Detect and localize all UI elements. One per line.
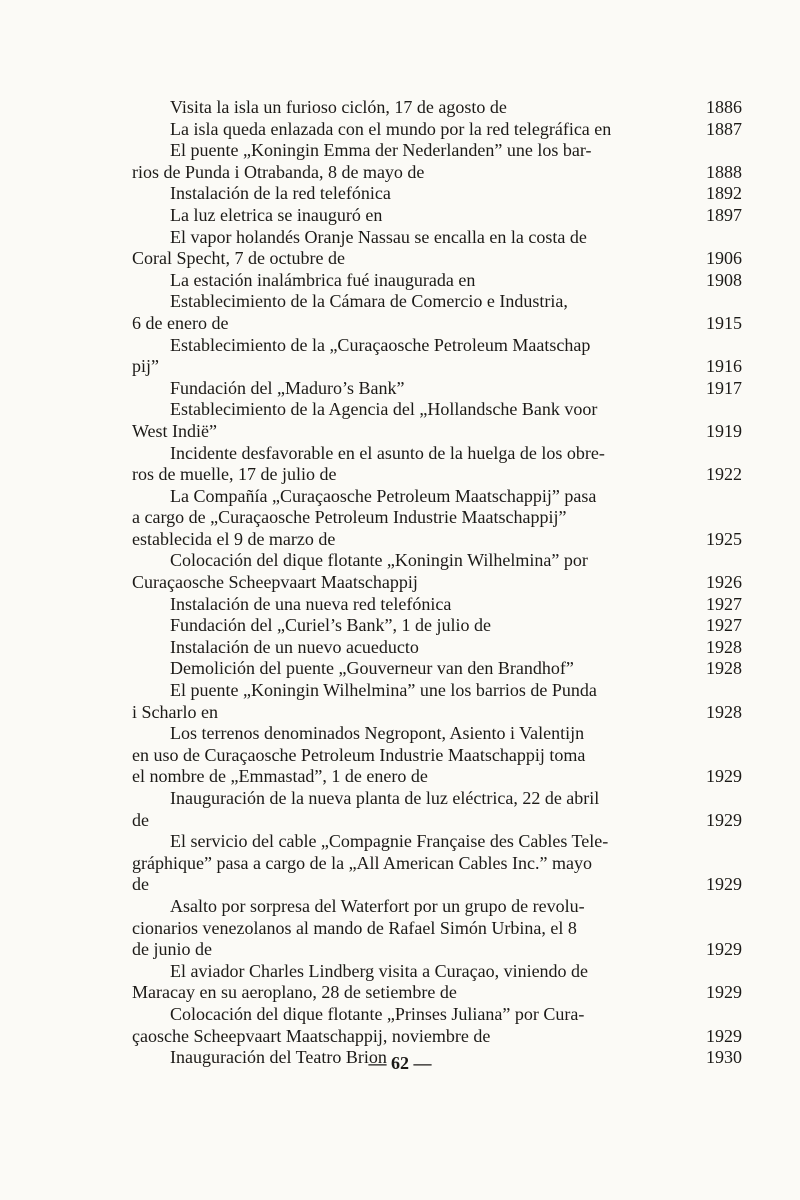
entry-line: [132, 766, 742, 788]
entry-line: [132, 183, 742, 205]
entry-text: Fundación del „Maduro’s Bank”: [170, 377, 405, 398]
entry-text: Coral Specht, 7 de octubre de: [132, 248, 345, 269]
entry-year: 1928: [706, 701, 742, 722]
entry-line: [132, 982, 742, 1004]
entry-text: de: [132, 809, 149, 830]
entry-line: [132, 918, 742, 940]
entry-year: 1929: [706, 766, 742, 787]
entry-line: [132, 399, 742, 421]
entry-text: El puente „Koningin Wilhelmina” une los barrios de Punda: [170, 680, 597, 701]
entry-text: a cargo de „Curaçaosche Petroleum Industrie Maatschappij”: [132, 507, 567, 528]
entry-year: 1892: [706, 183, 742, 204]
entry-text: La Compañía „Curaçaosche Petroleum Maatschappij” pasa: [170, 485, 597, 506]
entry-line: [132, 637, 742, 659]
entry-text: de: [132, 874, 149, 895]
entry-year: 1930: [706, 1047, 742, 1068]
entry-text: Demolición del puente „Gouverneur van den Brandhof”: [170, 658, 574, 679]
entry-line: [132, 874, 742, 896]
entry-text: en uso de Curaçaosche Petroleum Industrie Maatschappij toma: [132, 744, 586, 765]
entry-year: 1925: [706, 528, 742, 549]
entry-text: cionarios venezolanos al mando de Rafael Simón Urbina, el 8: [132, 917, 577, 938]
entry-text: Instalación de la red telefónica: [170, 183, 391, 204]
entry-line: [132, 443, 742, 465]
entry-text: Colocación del dique flotante „Koningin Wilhelmina” por: [170, 550, 588, 571]
chronology-entry: [132, 399, 742, 442]
entry-text: El puente „Koningin Emma der Nederlanden” une los bar-: [170, 140, 592, 161]
entry-text: Maracay en su aeroplano, 28 de setiembre de: [132, 982, 457, 1003]
entry-line: [132, 270, 742, 292]
entry-text: El servicio del cable „Compagnie Française des Cables Tele-: [170, 831, 609, 852]
entry-line: [132, 335, 742, 357]
entry-text: Inauguración del Teatro Brion: [170, 1047, 387, 1068]
entry-text: Curaçaosche Scheepvaart Maatschappij: [132, 572, 418, 593]
chronology-entry: [132, 205, 742, 227]
entry-year: 1908: [706, 269, 742, 290]
chronology-entry: [132, 443, 742, 486]
entry-text: establecida el 9 de marzo de: [132, 528, 336, 549]
entry-text: ros de muelle, 17 de julio de: [132, 464, 337, 485]
entry-line: [132, 486, 742, 508]
entry-line: [132, 356, 742, 378]
entry-year: 1888: [706, 161, 742, 182]
entry-line: [132, 810, 742, 832]
entry-line: [132, 723, 742, 745]
entry-line: [132, 464, 742, 486]
chronology-entry: [132, 486, 742, 551]
entry-text: çaosche Scheepvaart Maatschappij, noviembre de: [132, 1025, 491, 1046]
entry-line: [132, 550, 742, 572]
chronology-entry: [132, 788, 742, 831]
entry-line: [132, 896, 742, 918]
entry-year: 1927: [706, 615, 742, 636]
entry-year: 1906: [706, 248, 742, 269]
chronology-entry: [132, 615, 742, 637]
entry-text: pij”: [132, 356, 159, 377]
entry-text: 6 de enero de: [132, 312, 229, 333]
entry-year: 1916: [706, 356, 742, 377]
entry-line: [132, 97, 742, 119]
entry-year: 1915: [706, 312, 742, 333]
entry-year: 1887: [706, 118, 742, 139]
chronology-entry: [132, 831, 742, 896]
entry-text: El vapor holandés Oranje Nassau se encalla en la costa de: [170, 226, 587, 247]
chronology-entry: [132, 896, 742, 961]
chronology-entry: [132, 594, 742, 616]
chronology-entry: [132, 291, 742, 334]
chronology-entry: [132, 270, 742, 292]
entry-line: [132, 119, 742, 141]
entry-year: 1919: [706, 420, 742, 441]
entry-line: [132, 205, 742, 227]
chronology-entry: [132, 550, 742, 593]
entry-year: 1927: [706, 593, 742, 614]
entry-text: La luz eletrica se inauguró en: [170, 204, 383, 225]
entry-text: Asalto por sorpresa del Waterfort por un grupo de revolu-: [170, 895, 585, 916]
page-number: — 62 —: [368, 1053, 432, 1073]
entry-text: El aviador Charles Lindberg visita a Curaçao, viniendo de: [170, 960, 589, 981]
entry-line: [132, 831, 742, 853]
entry-line: [132, 529, 742, 551]
chronology-entry: [132, 723, 742, 788]
chronology-entry: [132, 1004, 742, 1047]
chronology-entry: [132, 961, 742, 1004]
entry-line: [132, 140, 742, 162]
chronology-entry: [132, 680, 742, 723]
entry-text: La estación inalámbrica fué inaugurada en: [170, 269, 476, 290]
entry-year: 1929: [706, 874, 742, 895]
entry-line: [132, 572, 742, 594]
entry-line: [132, 939, 742, 961]
entry-line: [132, 313, 742, 335]
entry-text: Los terrenos denominados Negropont, Asiento i Valentijn: [170, 723, 585, 744]
entry-line: [132, 788, 742, 810]
chronology-entry: [132, 119, 742, 141]
chronology-entry: [132, 97, 742, 119]
entry-line: [132, 680, 742, 702]
chronology-entry: [132, 183, 742, 205]
entry-line: [132, 378, 742, 400]
entry-line: [132, 248, 742, 270]
chronology-entry: [132, 378, 742, 400]
entry-text: rios de Punda i Otrabanda, 8 de mayo de: [132, 161, 425, 182]
entry-year: 1928: [706, 636, 742, 657]
entry-text: Instalación de un nuevo acueducto: [170, 636, 419, 657]
entry-line: [132, 1004, 742, 1026]
entry-text: Colocación del dique flotante „Prinses Juliana” por Cura-: [170, 1003, 585, 1024]
entry-text: gráphique” pasa a cargo de la „All American Cables Inc.” mayo: [132, 852, 592, 873]
entry-text: Instalación de una nueva red telefónica: [170, 593, 452, 614]
chronology-entry: [132, 227, 742, 270]
entry-line: [132, 594, 742, 616]
entry-text: Establecimiento de la „Curaçaosche Petroleum Maatschap: [170, 334, 591, 355]
entry-year: 1929: [706, 1025, 742, 1046]
entry-year: 1928: [706, 658, 742, 679]
entry-line: [132, 615, 742, 637]
entry-text: Fundación del „Curiel’s Bank”, 1 de julio de: [170, 615, 491, 636]
entry-text: Incidente desfavorable en el asunto de la huelga de los obre-: [170, 442, 605, 463]
entry-text: i Scharlo en: [132, 701, 218, 722]
entry-text: el nombre de „Emmastad”, 1 de enero de: [132, 766, 428, 787]
entry-line: [132, 162, 742, 184]
entry-line: [132, 227, 742, 249]
chronology-entry: [132, 140, 742, 183]
entry-line: [132, 745, 742, 767]
entry-year: 1886: [706, 97, 742, 117]
entry-line: [132, 853, 742, 875]
entry-year: 1929: [706, 982, 742, 1003]
chronology-entry: [132, 658, 742, 680]
entry-text: Visita la isla un furioso ciclón, 17 de agosto de: [170, 97, 507, 117]
entry-text: La isla queda enlazada con el mundo por la red telegráfica en: [170, 118, 612, 139]
entry-year: 1922: [706, 464, 742, 485]
entry-line: [132, 1026, 742, 1048]
chronology-entry: [132, 637, 742, 659]
entry-text: de junio de: [132, 939, 212, 960]
entry-year: 1929: [706, 939, 742, 960]
entry-line: [132, 507, 742, 529]
entry-line: [132, 961, 742, 983]
entry-text: Establecimiento de la Agencia del „Hollandsche Bank voor: [170, 399, 598, 420]
entry-year: 1917: [706, 377, 742, 398]
entry-text: West Indië”: [132, 420, 218, 441]
entry-year: 1929: [706, 809, 742, 830]
entry-line: [132, 658, 742, 680]
entry-year: 1926: [706, 572, 742, 593]
entry-line: [132, 421, 742, 443]
entry-year: 1897: [706, 204, 742, 225]
entry-line: [132, 702, 742, 724]
chronology-entry: [132, 335, 742, 378]
entry-text: Establecimiento de la Cámara de Comercio e Industria,: [170, 291, 568, 312]
entry-line: [132, 291, 742, 313]
entry-text: Inauguración de la nueva planta de luz eléctrica, 22 de abril: [170, 788, 600, 808]
chronology-list: [132, 97, 742, 1069]
